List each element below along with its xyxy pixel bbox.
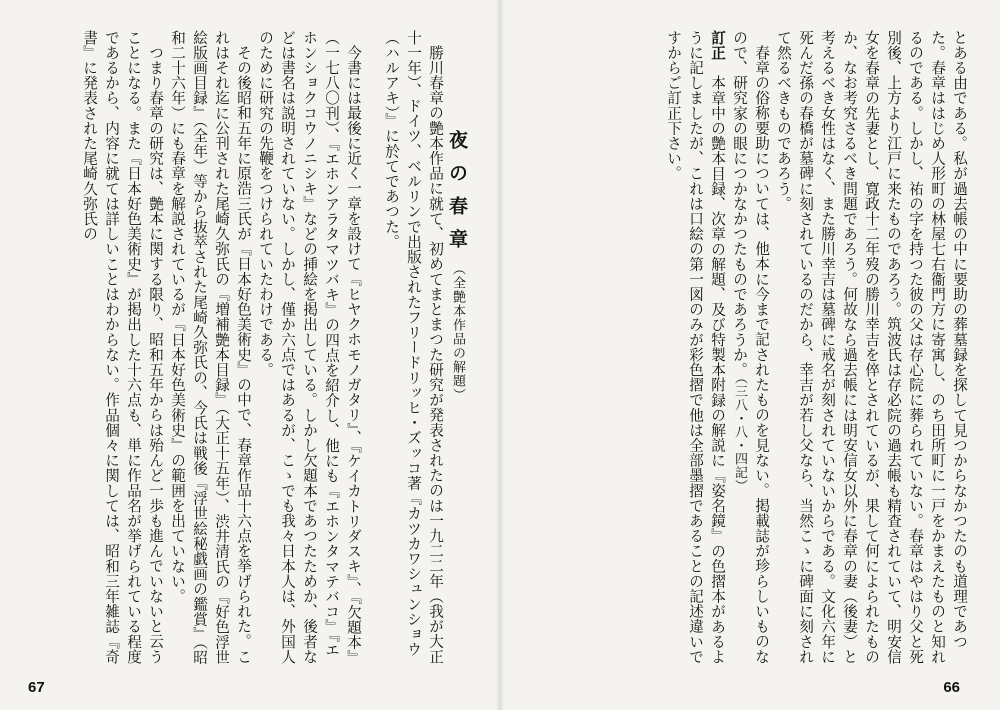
chapter-title-block — [446, 130, 468, 670]
correction-note — [662, 30, 728, 670]
right-paragraph-1: とある由である。私が過去帳の中に要助の葬墓録を探して見つからなかつたのも道理であつた。春章ははじめ人形町の林屋七右衞門方に寄寓し、のち田所町に一戸をかまえたものと知れるのである。しかし、祐の字を持つた彼の父は存心院に葬られていない。春章はやはり父と死別後、上方より江戸に来たものであろう。筑波氏は存必院の過去帳も精査されていて、明安信女を春章の先妻とし、寛政十二年歿の勝川幸吉を倅とされているが、果して何によられたものか、なお考究さるべき問題であろう。何故なら過去帳には明安信女以外に春章の妻（後妻）と考えるべき女性はなく、また勝川幸吉は墓碑に戒名が刻されていないからである。文化六年に死んだ孫の春橋が墓碑に刻されているのだから、幸吉が若し父なら、当然こゝに碑面に刻されて然るべきものであろう。 — [775, 30, 968, 665]
date-note: （三八・八・四記） — [732, 377, 747, 493]
left-page-body — [28, 30, 468, 670]
left-paragraph-3: その後昭和五年に原浩三氏が『日本好色美術史』の中で、春章作品十六点を挙げられた。これはそれ迄に公刊された尾崎久弥氏の『増補艶本目録』（大正十五年）、渋井清氏の『好色浮世絵版画目録』（全年）等から抜萃された尾崎久弥氏の、今氏は戦後『浮世絵秘戯画の鑑賞』（昭和二十六年）にも春章を解説されているが『日本好色美術史』の範囲を出ていない。 — [169, 30, 252, 665]
left-paragraph-4: つまり春章の研究は、艶本に関する限り、昭和五年からは殆んど一歩も進んでいないと云うことになる。また『日本好色美術史』が掲出した十六点も、単に作品名が挙げられている程度であるから、内容に就ては詳しいことはわからない。作品個々に関しては、昭和三年雑誌『奇書』に発表された尾崎久弥氏の — [81, 30, 164, 665]
correction-label: 訂正 — [709, 30, 726, 61]
left-paragraph-1: 勝川春章の艶本作品に就て、初めてまとまつた研究が発表されたのは一九二二年（我が大正十一年）、ドイツ、ベルリンで出版されたフリードリッヒ・ズッコ著『カツカワシュンショウ（ハルアキ）』に於てであつた。 — [383, 30, 444, 664]
left-paragraph-2: 今書には最後に近く一章を設けて『ヒヤクホモノガタリ』、『ケイカトリダスキ』、『欠題本』（一七八〇刊）、『エホンアラタマツバキ』の四点を紹介し、他にも『エホンタマテバコ』『エホンショクコウノニシキ』などの挿絵を掲出している。しかし欠題本であつたためか、後者などは書名は説明されていない。しかし、僅か六点ではあるが、こゝでも我々日本人は、外国人のために研究の先鞭をつけられていたわけである。 — [257, 30, 362, 665]
page-number-left: 67 — [28, 679, 45, 696]
chapter-title: 夜の春章 — [446, 130, 468, 262]
chapter-subtitle: （全艶本作品の解題） — [450, 262, 465, 402]
right-paragraph-2 — [728, 30, 772, 670]
right-page-body — [540, 30, 970, 670]
correction-text: 本章中の艶本目録、次章の解題、及び特製本附録の解説に『姿名鏡』の色摺本があるように記しましたが、これは口絵の第一図のみが彩色摺で他は全部墨摺であることの記述違いですからご訂正下さい。 — [665, 30, 726, 665]
right-paragraph-2-text: 春章の俗称要助については、他本に今まで記されたものを見ない。掲載誌が珍らしいものなので、研究家の眼につかなかつたものであろうか。 — [731, 30, 770, 664]
page-number-right: 66 — [943, 679, 960, 696]
right-page — [500, 0, 1000, 710]
